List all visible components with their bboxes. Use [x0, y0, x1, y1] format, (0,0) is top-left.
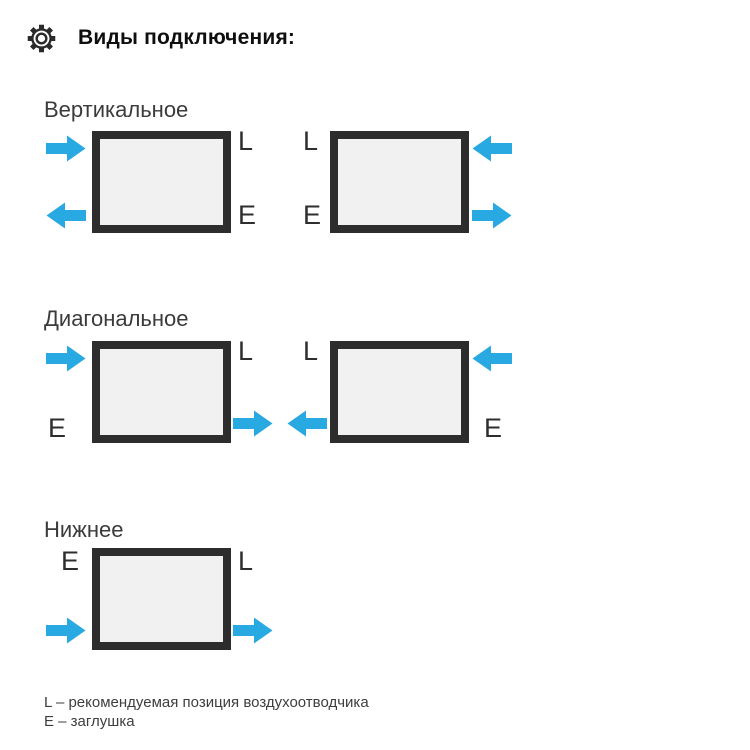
radiator-box	[92, 341, 231, 443]
port-label-l: L	[238, 546, 254, 576]
radiator-box	[92, 131, 231, 233]
section-title-diagonal: Диагональное	[44, 306, 189, 331]
flow-arrow-right-icon	[233, 410, 273, 437]
flow-arrow-left-icon	[472, 345, 512, 372]
port-label-l: L	[303, 336, 319, 366]
flow-arrow-left-icon	[46, 202, 86, 229]
flow-arrow-right-icon	[233, 617, 273, 644]
flow-arrow-right-icon	[46, 617, 86, 644]
legend-line-e: E – заглушка	[44, 713, 135, 730]
radiator-box	[330, 131, 469, 233]
port-label-e: E	[303, 200, 322, 230]
radiator-box	[92, 548, 231, 650]
port-label-e: E	[484, 413, 503, 443]
radiator-box	[330, 341, 469, 443]
port-label-l: L	[238, 126, 254, 156]
port-label-l: L	[238, 336, 254, 366]
flow-arrow-left-icon	[287, 410, 327, 437]
flow-arrow-right-icon	[46, 345, 86, 372]
page-title: Виды подключения:	[78, 26, 296, 49]
flow-arrow-left-icon	[472, 135, 512, 162]
gear-icon	[26, 23, 57, 54]
port-label-e: E	[238, 200, 257, 230]
flow-arrow-right-icon	[472, 202, 512, 229]
flow-arrow-right-icon	[46, 135, 86, 162]
legend	[44, 693, 369, 731]
section-title-bottom: Нижнее	[44, 517, 124, 542]
section-title-vertical: Вертикальное	[44, 97, 189, 122]
port-label-e: E	[48, 413, 67, 443]
port-label-e: E	[61, 546, 80, 576]
port-label-l: L	[303, 126, 319, 156]
legend-line-l: L – рекомендуемая позиция воздухоотводчика	[44, 694, 369, 711]
